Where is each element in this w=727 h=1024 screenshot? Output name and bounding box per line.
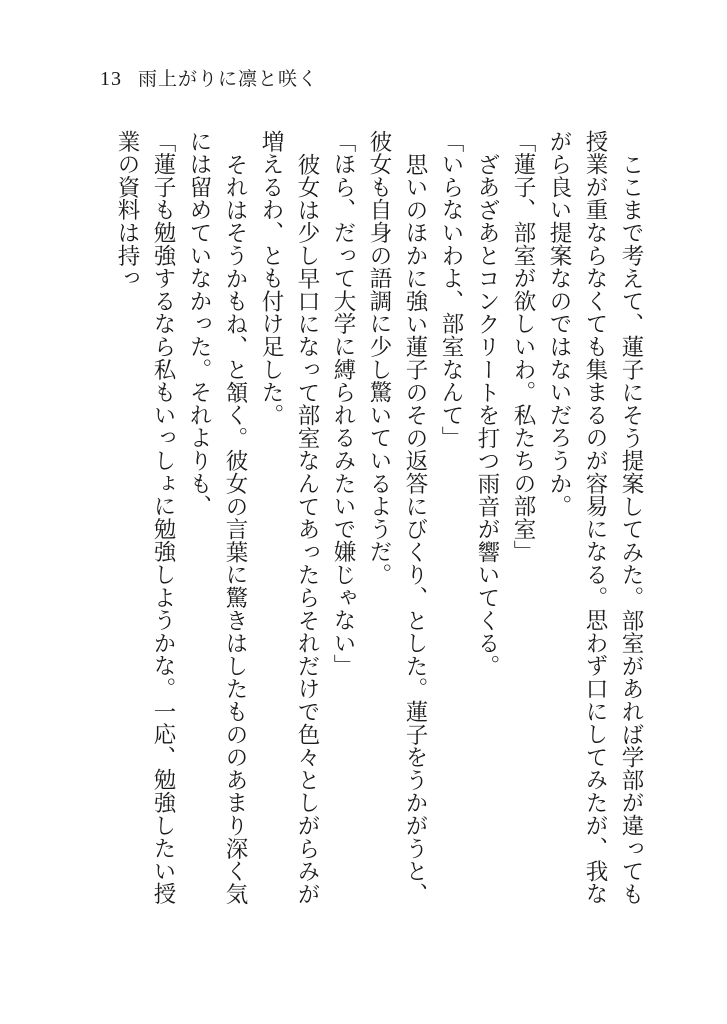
paragraph: それはそうかもね、と頷く。彼女の言葉に驚きはしたもののあまり深く気には留めていなかった。それよりも、 [186,130,248,905]
paragraph: 思いのほかに強い蓮子のその返答にびくり、とした。蓮子をうかがうと、彼女も自身の語調に少し驚いているようだ。 [366,130,428,905]
vertical-body-text [84,130,649,920]
paragraph: ここまで考えて、蓮子にそう提案してみた。部室があれば学部が違っても授業が重ならなくても集まるのが容易になる。思わず口にしてみたが、我ながら良い提案なのではないだろうか。 [546,130,644,906]
dialogue-paragraph: 「ほら、だって大学に縛られるみたいで嫌じゃない」 [330,130,356,678]
dialogue-paragraph: 「蓮子も勉強するなら私もいっしょに勉強しようかな。一応、勉強したい授業の資料は持っ [114,130,176,906]
paragraph: ざあざあとコンクリートを打つ雨音が響いてくる。 [474,152,500,677]
paragraph: 彼女は少し早口になって部室なんてあったらそれだけで色々としがらみが増えるわ、とも付け足した。 [258,130,320,905]
chapter-title: 雨上がりに凛と咲く [138,68,319,90]
running-header [100,64,318,92]
dialogue-paragraph: 「蓮子、部室が欲しいわ。私たちの部室」 [510,130,536,564]
dialogue-paragraph: 「いらないわよ、部室なんて」 [438,130,464,450]
page-number: 13 [100,68,122,90]
